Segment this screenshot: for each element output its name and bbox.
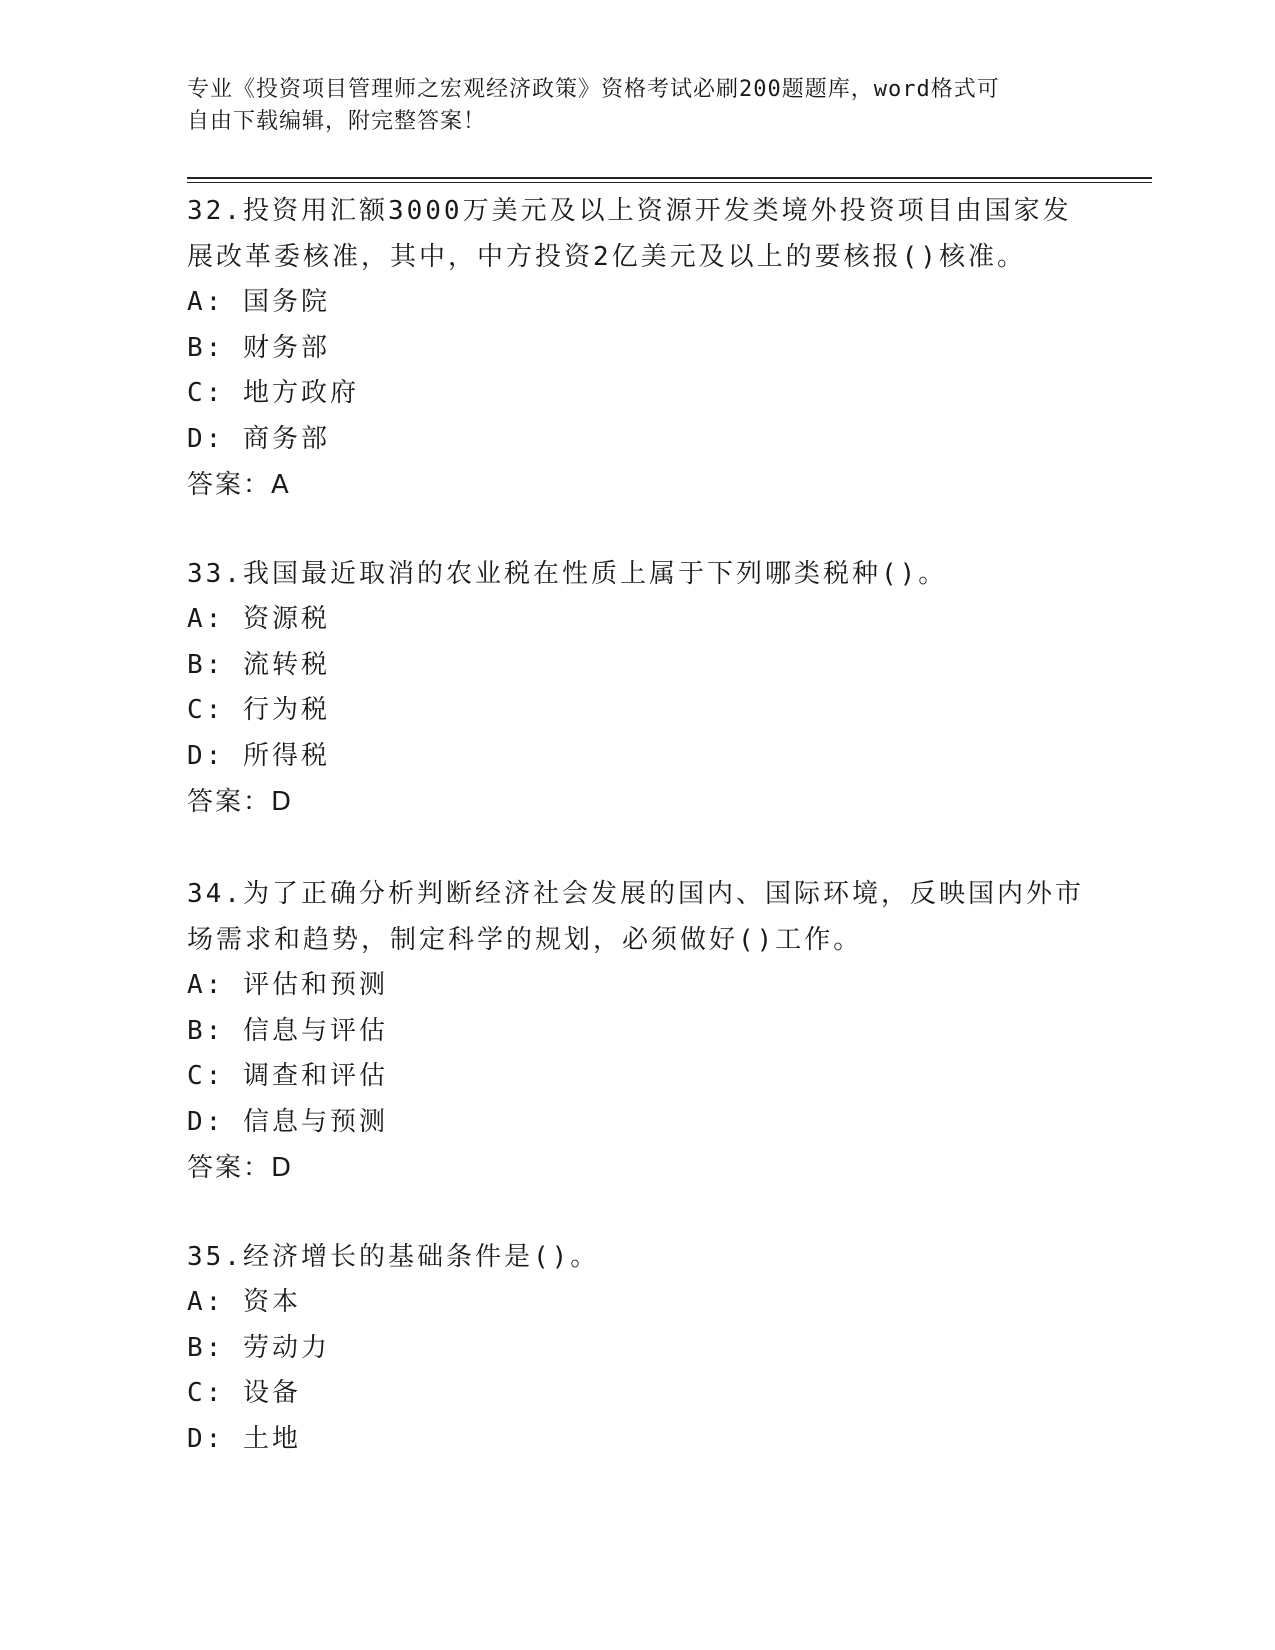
answer-label: 答案：D (187, 787, 294, 817)
option-a: A: 资源税 (187, 604, 330, 634)
question-stem: 33.我国最近取消的农业税在性质上属于下列哪类税种()。 (187, 559, 948, 589)
question-stem: 场需求和趋势，制定科学的规划，必须做好()工作。 (187, 925, 863, 955)
question-35 (187, 1234, 1087, 1462)
option-a: A: 资本 (187, 1287, 301, 1317)
option-a: A: 国务院 (187, 287, 330, 317)
answer-label: 答案：D (187, 1153, 294, 1183)
question-stem: 展改革委核准，其中，中方投资2亿美元及以上的要核报()核准。 (187, 242, 1026, 272)
question-34 (187, 871, 1087, 1191)
option-d: D: 信息与预测 (187, 1106, 388, 1137)
option-d: D: 土地 (187, 1423, 301, 1454)
option-b: B: 流转税 (187, 649, 330, 680)
option-d: D: 所得税 (187, 740, 330, 771)
header-divider (187, 177, 1152, 179)
header-line-2: 自由下载编辑，附完整答案！ (187, 109, 487, 134)
option-c: C: 设备 (187, 1378, 301, 1408)
answer-label: 答案：A (187, 470, 291, 500)
option-b: B: 财务部 (187, 332, 330, 363)
header-divider-thin (187, 182, 1152, 183)
option-b: B: 劳动力 (187, 1332, 330, 1363)
option-c: C: 调查和评估 (187, 1061, 388, 1091)
option-a: A: 评估和预测 (187, 970, 388, 1000)
option-d: D: 商务部 (187, 423, 330, 454)
question-stem: 35.经济增长的基础条件是()。 (187, 1242, 600, 1272)
document-header (187, 74, 1067, 138)
option-c: C: 行为税 (187, 695, 330, 725)
question-stem: 32.投资用汇额3000万美元及以上资源开发类境外投资项目由国家发 (187, 196, 1072, 226)
question-32 (187, 188, 1087, 508)
header-line-1: 专业《投资项目管理师之宏观经济政策》资格考试必刷200题题库，word格式可 (187, 77, 1000, 102)
option-b: B: 信息与评估 (187, 1015, 388, 1046)
question-33 (187, 551, 1087, 825)
option-c: C: 地方政府 (187, 378, 359, 408)
question-stem: 34.为了正确分析判断经济社会发展的国内、国际环境，反映国内外市 (187, 879, 1084, 909)
